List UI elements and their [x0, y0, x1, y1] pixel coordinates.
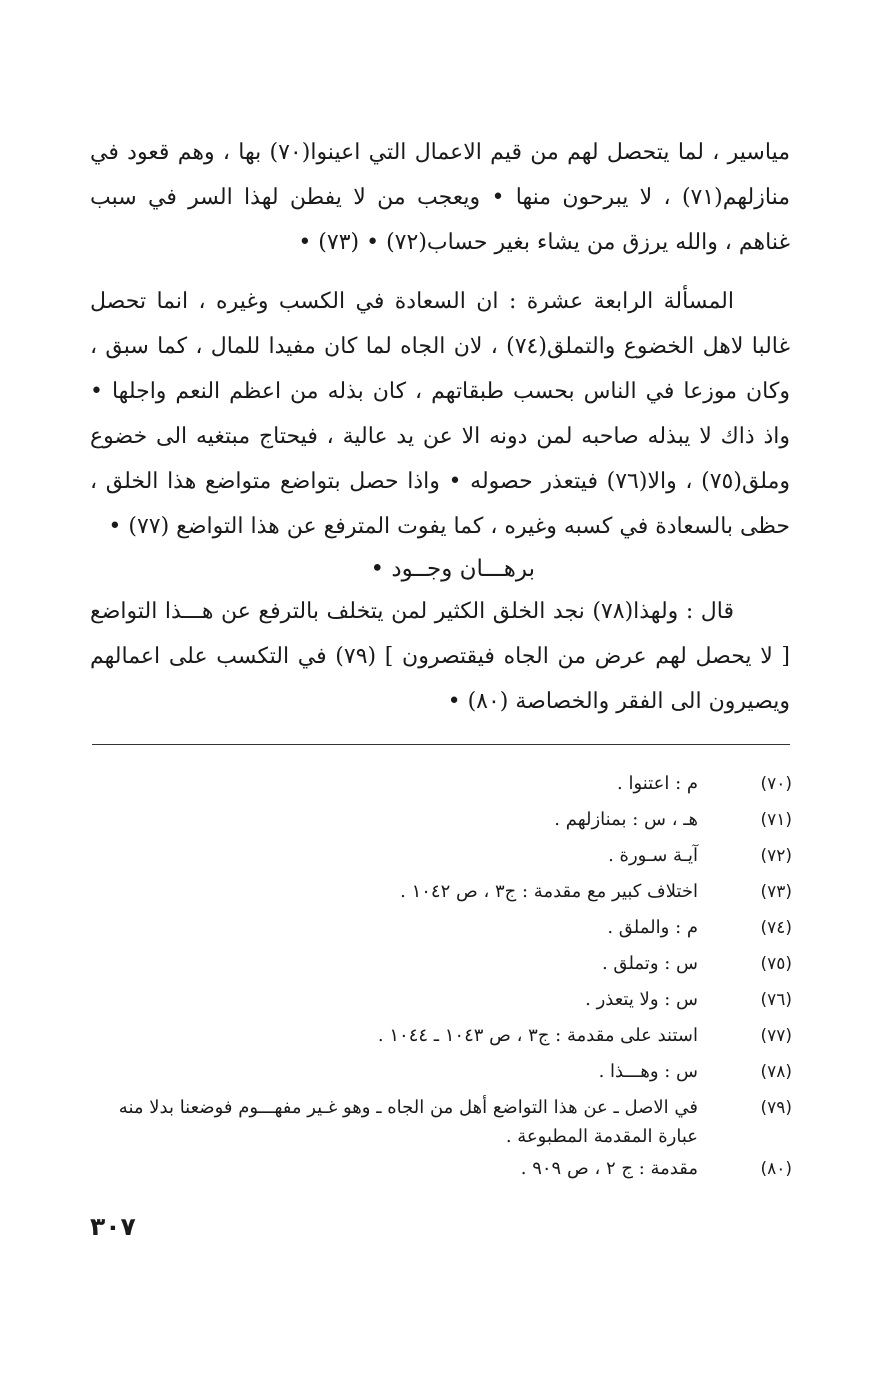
page-number: ٣٠٧ — [90, 1212, 136, 1241]
paragraph-1: مياسير ، لما يتحصل لهم من قيم الاعمال التي اعينوا(٧٠) بها ، وهم قعود في منازلهم(٧١) ، لا يبرحون منها • ويعجب من لا يفطن لهذا السر في سبب غناهم ، والله يرزق من يشاء بغير حساب(٧٢) • (٧٣) • — [90, 140, 790, 255]
footnote-number: (٧٧) — [760, 1026, 792, 1046]
footnote-text: م : والملق . — [607, 917, 698, 938]
footnote-divider — [92, 744, 790, 745]
footnote-item — [90, 910, 792, 946]
footnote-number: (٧٠) — [760, 774, 792, 794]
footnote-text: هـ ، س : بمنازلهم . — [554, 809, 698, 830]
footnote-item — [90, 766, 792, 802]
footnote-number: (٧٥) — [760, 954, 792, 974]
footnote-number: (٧٤) — [760, 918, 792, 938]
footnote-item — [90, 1054, 792, 1090]
footnote-text: آيـة سـورة . — [608, 845, 698, 866]
footnote-number: (٧٣) — [760, 882, 792, 902]
footnote-item — [90, 802, 792, 838]
footnote-item — [90, 1018, 792, 1054]
footnote-item — [90, 838, 792, 874]
footnote-text: س : ولا يتعذر . — [585, 989, 698, 1010]
footnote-text: م : اعتنوا . — [617, 773, 698, 794]
main-text — [90, 130, 790, 724]
footnote-number: (٧٩) — [760, 1098, 792, 1118]
footnote-text: في الاصل ـ عن هذا التواضع أهل من الجاه ـ وهو غـير مفهـــوم فوضعنا بدلا منه عبارة المقدمة المطبوعة . — [118, 1097, 698, 1147]
paragraph-3: قال : ولهذا(٧٨) نجد الخلق الكثير لمن يتخلف بالترفع عن هـــذا التواضع [ لا يحصل لهم عرض من الجاه فيقتصرون ] (٧٩) في التكسب على اعمالهم ويصيرون الى الفقر والخصاصة (٨٠) • — [90, 599, 791, 714]
footnote-text: اختلاف كبير مع مقدمة : ج٣ ، ص ١٠٤٢ . — [400, 881, 698, 902]
footnote-text: س : وتملق . — [601, 953, 698, 974]
footnote-text: مقدمة : ج ٢ ، ص ٩٠٩ . — [520, 1158, 698, 1179]
footnotes-list — [90, 766, 792, 1187]
footnote-text: استند على مقدمة : ج٣ ، ص ١٠٤٣ ـ ١٠٤٤ . — [377, 1025, 698, 1046]
footnote-item — [90, 874, 792, 910]
footnote-number: (٧١) — [760, 810, 792, 830]
footnote-number: (٧٢) — [760, 846, 792, 866]
section-heading: برهـــان وجــود • — [370, 556, 535, 582]
footnote-number: (٨٠) — [760, 1159, 792, 1179]
footnote-number: (٧٦) — [760, 990, 792, 1010]
footnote-item — [90, 982, 792, 1018]
footnote-item — [90, 1151, 792, 1187]
footnote-number: (٧٨) — [760, 1062, 792, 1082]
paragraph-2: المسألة الرابعة عشرة : ان السعادة في الكسب وغيره ، انما تحصل غالبا لاهل الخضوع والتملق(٧٤) ، لان الجاه لما كان مفيدا للمال ، كما سبق ، وكان موزعا في الناس بحسب طبقاتهم ، كان بذله من اعظم النعم واجلها • واذ ذاك لا يبذله صاحبه لمن دونه الا عن يد عالية ، فيحتاج مبتغيه الى خضوع وملق(٧٥) ، والا(٧٦) فيتعذر حصوله • واذا حصل بتواضع متواضع هذا الخلق ، حظى بالسعادة في كسبه وغيره ، كما يفوت المترفع عن هذا التواضع (٧٧) • — [90, 289, 790, 539]
footnote-item — [90, 946, 792, 982]
footnote-text: س : وهـــذا . — [598, 1061, 698, 1082]
footnote-item — [90, 1090, 792, 1151]
